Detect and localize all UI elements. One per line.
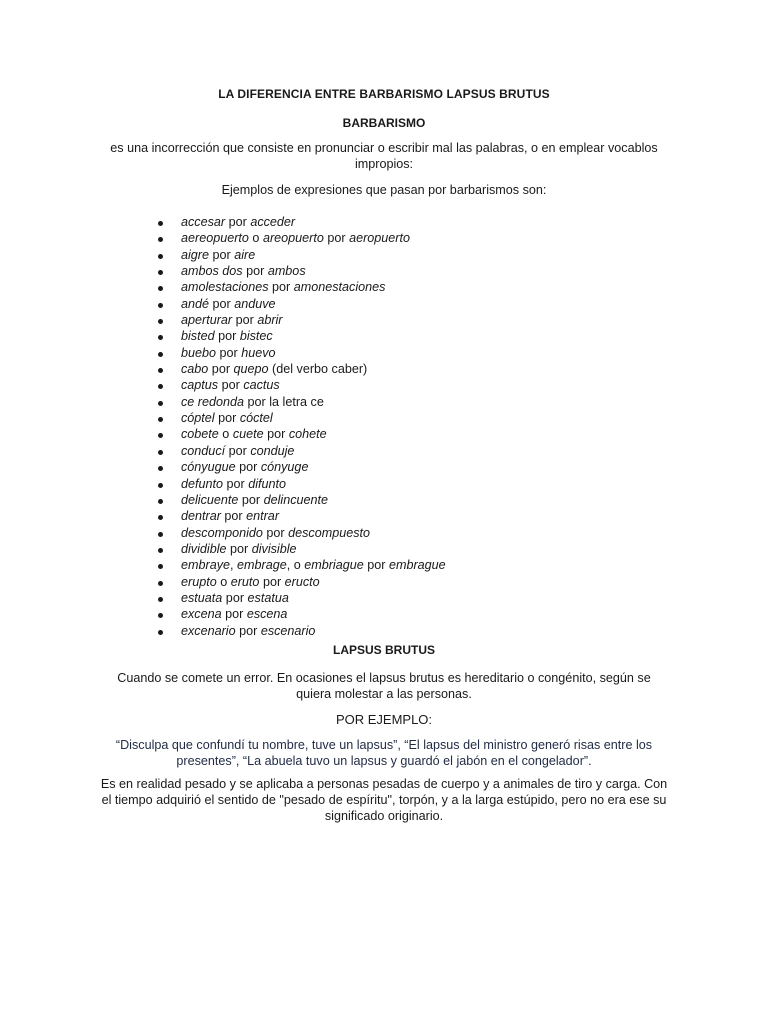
term-text: bisted: [181, 329, 215, 344]
list-item: [155, 345, 446, 361]
term-text: escena: [246, 607, 288, 622]
term-text: aire: [234, 247, 256, 262]
barbarismo-list: [155, 214, 446, 639]
term-text: cóctel: [239, 411, 273, 426]
term-text: divisible: [251, 541, 297, 556]
list-item: [155, 508, 446, 524]
term-text: estatua: [247, 590, 289, 605]
term-text: areopuerto: [262, 231, 324, 246]
list-item: [155, 574, 446, 590]
term-text: descompuesto: [288, 525, 371, 540]
list-item: [155, 459, 446, 475]
connector-text: por: [218, 378, 244, 393]
term-text: amolestaciones: [181, 280, 269, 295]
connector-text: o: [218, 427, 233, 442]
list-item: [155, 606, 446, 622]
term-text: cuete: [232, 427, 264, 442]
list-item: [155, 361, 446, 377]
term-text: aperturar: [181, 313, 233, 328]
term-text: defunto: [181, 476, 224, 491]
connector-text: por: [221, 607, 247, 622]
term-text: cónyuge: [260, 460, 309, 475]
connector-text: , o: [286, 558, 305, 573]
term-text: ambos: [267, 264, 306, 279]
term-text: embrage: [237, 558, 287, 573]
term-text: entrar: [246, 509, 280, 524]
list-item: [155, 312, 446, 328]
connector-text: por: [220, 509, 247, 524]
barbarismo-intro: Ejemplos de expresiones que pasan por barbarismos son:: [221, 183, 547, 197]
connector-text: por: [259, 574, 285, 589]
term-text: acceder: [250, 215, 296, 229]
term-text: estuata: [181, 590, 223, 605]
connector-text: por: [214, 329, 240, 344]
connector-text: por: [235, 623, 261, 638]
term-text: huevo: [241, 345, 276, 360]
list-item: [155, 525, 446, 541]
list-item: [155, 263, 446, 279]
term-text: dividible: [181, 541, 227, 556]
connector-text: por: [226, 541, 252, 556]
term-text: abrir: [257, 313, 283, 328]
term-text: buebo: [181, 345, 217, 360]
connector-text: por: [323, 231, 350, 246]
list-item: [155, 476, 446, 492]
connector-text: o: [248, 231, 263, 246]
term-text: excena: [181, 607, 222, 622]
term-text: aereopuerto: [181, 231, 249, 246]
term-text: embriague: [304, 558, 364, 573]
connector-text: por: [225, 443, 251, 458]
list-item: [155, 328, 446, 344]
list-item: [155, 557, 446, 573]
term-text: cónyugue: [181, 460, 236, 475]
list-item: [155, 410, 446, 426]
term-text: eructo: [284, 574, 320, 589]
connector-text: por: [363, 558, 389, 573]
list-item: [155, 214, 446, 230]
connector-text: por: [232, 313, 258, 328]
example-heading: POR EJEMPLO:: [335, 712, 433, 727]
connector-text: por: [222, 590, 248, 605]
term-text: quepo: [233, 362, 269, 377]
term-text: cohete: [288, 427, 327, 442]
term-text: conduje: [250, 443, 295, 458]
connector-text: por: [209, 296, 235, 311]
list-item: [155, 296, 446, 312]
connector-text: por: [216, 345, 242, 360]
connector-text: por: [242, 264, 268, 279]
term-text: amonestaciones: [293, 280, 386, 295]
connector-text: por: [208, 362, 234, 377]
term-text: eruto: [230, 574, 260, 589]
term-text: aigre: [181, 247, 210, 262]
connector-text: por: [263, 427, 289, 442]
term-text: delincuente: [263, 492, 329, 507]
term-text: embrague: [388, 558, 446, 573]
list-item: [155, 492, 446, 508]
list-item: [155, 443, 446, 459]
term-text: aeropuerto: [349, 231, 410, 246]
connector-text: por: [209, 247, 235, 262]
lapsus-heading: LAPSUS BRUTUS: [332, 643, 435, 657]
term-text: excenario: [181, 623, 236, 638]
term-text: bistec: [239, 329, 273, 344]
connector-text: ,: [230, 558, 237, 573]
document-title: LA DIFERENCIA ENTRE BARBARISMO LAPSUS BRUTUS: [218, 87, 550, 101]
connector-text: por: [214, 411, 240, 426]
term-text: descomponido: [181, 525, 263, 540]
list-item: [155, 279, 446, 295]
connector-text: por la letra ce: [244, 394, 324, 409]
connector-text: por: [235, 460, 261, 475]
term-text: cobete: [181, 427, 219, 442]
term-text: embraye: [181, 558, 230, 573]
list-item: [155, 377, 446, 393]
origin-text: Es en realidad pesado y se aplicaba a personas pesadas de cuerpo y a animales de tiro y carga. Con el tiempo adquirió el sentido de "pesado de espíritu", torpón, y a la larga estúpido, pero no era ese su significado originario.: [100, 777, 668, 823]
connector-text: por: [223, 476, 249, 491]
term-text: delicuente: [181, 492, 239, 507]
connector-text: por: [262, 525, 289, 540]
connector-text: (del verbo caber): [268, 362, 368, 377]
term-text: dentrar: [181, 509, 221, 524]
list-item: [155, 623, 446, 639]
list-item: [155, 247, 446, 263]
barbarismo-definition: es una incorrección que consiste en pronunciar o escribir mal las palabras, o en emplear vocablos impropios:: [110, 141, 658, 171]
term-text: difunto: [248, 476, 287, 491]
term-text: escenario: [260, 623, 316, 638]
term-text: erupto: [181, 574, 217, 589]
list-item: [155, 590, 446, 606]
lapsus-definition: Cuando se comete un error. En ocasiones el lapsus brutus es hereditario o congénito, según se quiera molestar a las personas.: [117, 671, 651, 701]
example-text: “Disculpa que confundí tu nombre, tuve un lapsus”, “El lapsus del ministro generó risas entre los presentes”, “La abuela tuvo un lapsus y guardó el jabón en el congelador”.: [115, 738, 653, 768]
list-item: [155, 426, 446, 442]
term-text: accesar: [181, 215, 226, 229]
term-text: cóptel: [181, 411, 215, 426]
barbarismo-heading: BARBARISMO: [342, 116, 426, 130]
connector-text: por: [238, 492, 264, 507]
term-text: cactus: [243, 378, 280, 393]
term-text: captus: [181, 378, 219, 393]
term-text: ce redonda: [181, 394, 245, 409]
list-item: [155, 230, 446, 246]
term-text: conducí: [181, 443, 226, 458]
term-text: cabo: [181, 362, 209, 377]
connector-text: o: [216, 574, 231, 589]
connector-text: por: [225, 215, 251, 229]
term-text: anduve: [234, 296, 276, 311]
term-text: ambos dos: [181, 264, 243, 279]
list-item: [155, 541, 446, 557]
connector-text: por: [268, 280, 294, 295]
list-item: [155, 394, 446, 410]
term-text: andé: [181, 296, 210, 311]
